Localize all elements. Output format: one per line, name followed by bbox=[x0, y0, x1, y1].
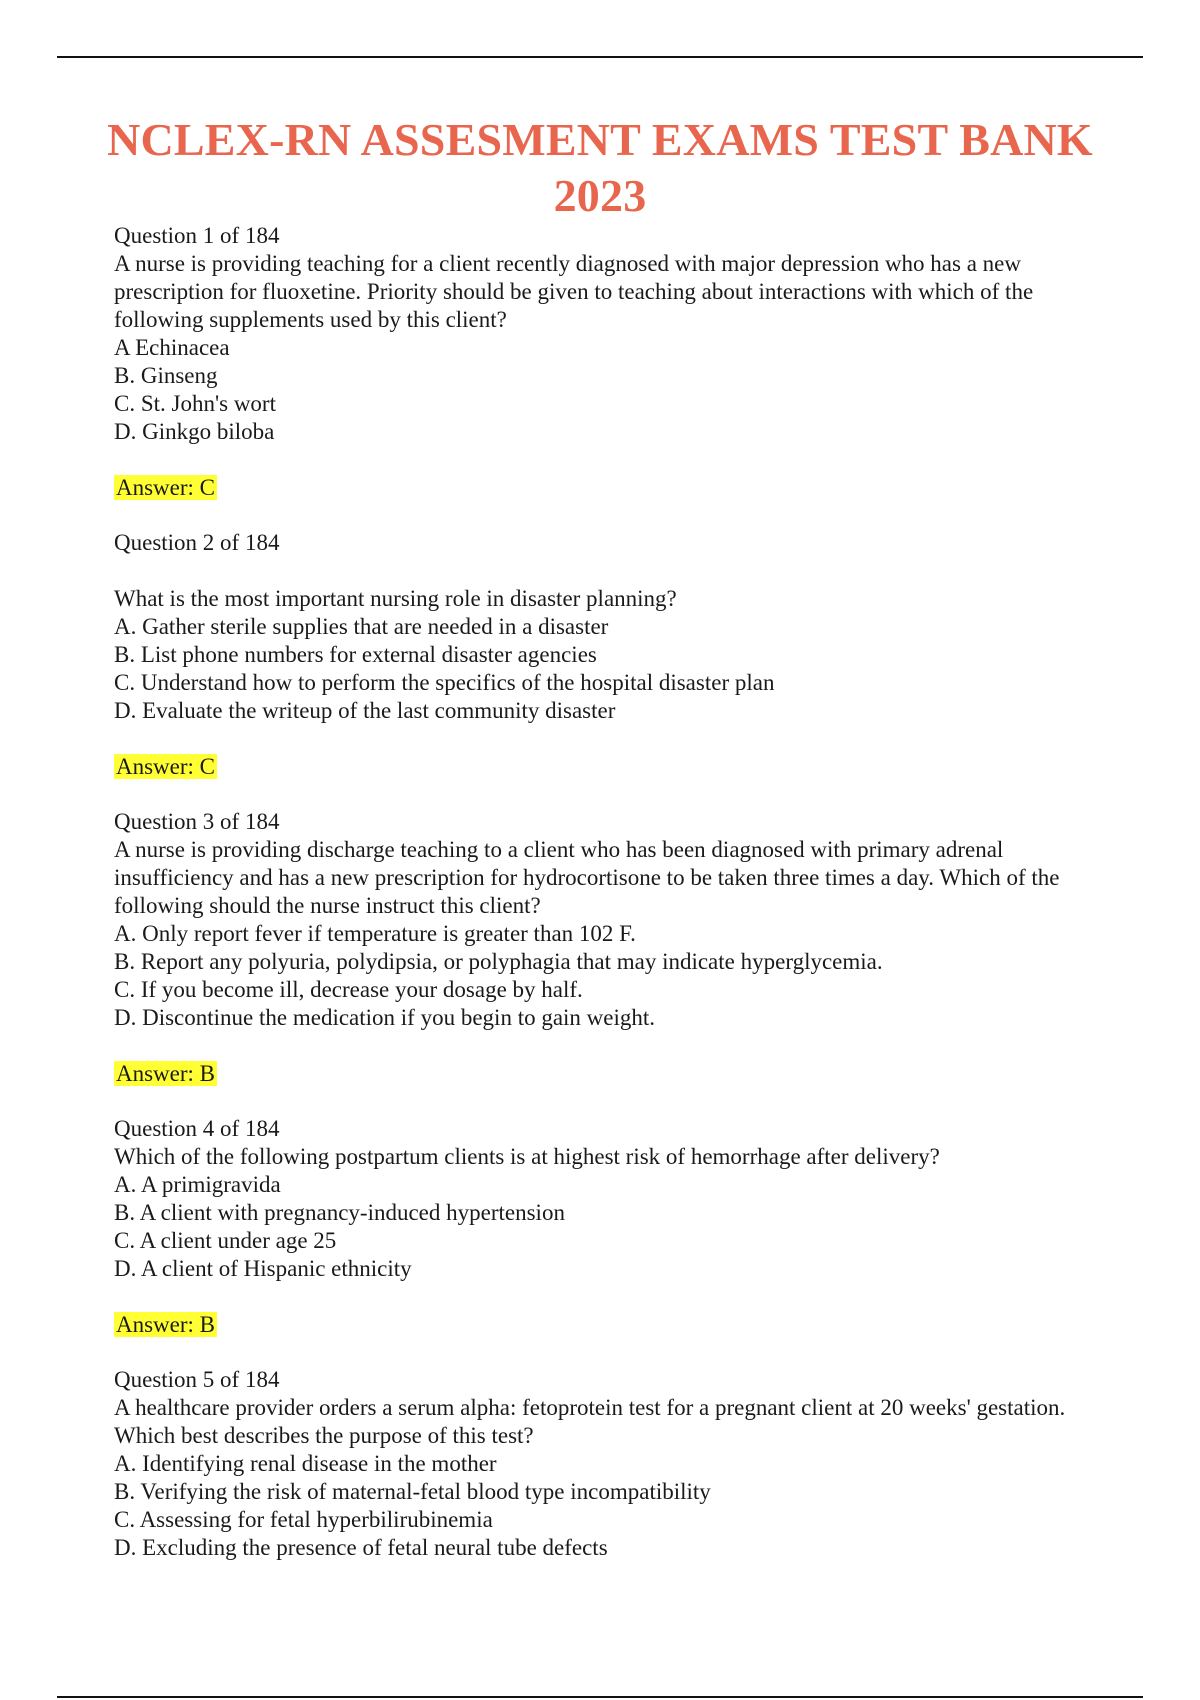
answer-highlight: Answer: B bbox=[116, 1061, 216, 1086]
option-a: A. Identifying renal disease in the mother bbox=[114, 1451, 497, 1476]
question-3 bbox=[114, 808, 1104, 1088]
question-1 bbox=[114, 222, 1104, 502]
answer-highlight: Answer: B bbox=[116, 1312, 216, 1337]
top-rule bbox=[57, 56, 1143, 58]
question-header: Question 2 of 184 bbox=[114, 530, 280, 555]
bottom-rule bbox=[57, 1696, 1143, 1698]
answer-highlight: Answer: C bbox=[116, 475, 216, 500]
option-d: D. Discontinue the medication if you begin to gain weight. bbox=[114, 1005, 656, 1030]
option-a: A Echinacea bbox=[114, 335, 230, 360]
question-5 bbox=[114, 1366, 1104, 1562]
option-b: B. Verifying the risk of maternal-fetal blood type incompatibility bbox=[114, 1479, 711, 1504]
option-b: B. Ginseng bbox=[114, 363, 218, 388]
option-c: C. Assessing for fetal hyperbilirubinemia bbox=[114, 1507, 493, 1532]
option-d: D. Excluding the presence of fetal neural tube defects bbox=[114, 1535, 608, 1560]
question-header: Question 4 of 184 bbox=[114, 1116, 280, 1141]
option-list bbox=[114, 1171, 1104, 1283]
option-b: B. Report any polyuria, polydipsia, or polyphagia that may indicate hyperglycemia. bbox=[114, 949, 883, 974]
question-header: Question 1 of 184 bbox=[114, 223, 280, 248]
answer-highlight: Answer: C bbox=[116, 754, 216, 779]
option-b: B. A client with pregnancy-induced hypertension bbox=[114, 1200, 565, 1225]
question-header: Question 5 of 184 bbox=[114, 1367, 280, 1392]
option-list bbox=[114, 920, 1104, 1032]
question-stem: Which of the following postpartum clients is at highest risk of hemorrhage after delivery? bbox=[114, 1144, 940, 1169]
option-d: D. Ginkgo biloba bbox=[114, 419, 275, 444]
question-2 bbox=[114, 529, 1104, 781]
question-header: Question 3 of 184 bbox=[114, 809, 280, 834]
question-list bbox=[114, 222, 1104, 1562]
option-b: B. List phone numbers for external disaster agencies bbox=[114, 642, 597, 667]
option-c: C. A client under age 25 bbox=[114, 1228, 337, 1253]
option-list bbox=[114, 334, 1104, 446]
document-title: NCLEX-RN ASSESMENT EXAMS TEST BANK 2023 bbox=[107, 114, 1093, 221]
question-stem: A healthcare provider orders a serum alpha: fetoprotein test for a pregnant client at 20 weeks' gestation. Which best describes the purpose of this test? bbox=[114, 1395, 1066, 1448]
question-stem: What is the most important nursing role in disaster planning? bbox=[114, 586, 677, 611]
option-a: A. A primigravida bbox=[114, 1172, 281, 1197]
option-c: C. Understand how to perform the specifics of the hospital disaster plan bbox=[114, 670, 775, 695]
option-c: C. St. John's wort bbox=[114, 391, 276, 416]
option-a: A. Only report fever if temperature is greater than 102 F. bbox=[114, 921, 636, 946]
option-d: D. A client of Hispanic ethnicity bbox=[114, 1256, 412, 1281]
option-d: D. Evaluate the writeup of the last community disaster bbox=[114, 698, 616, 723]
question-stem: A nurse is providing teaching for a client recently diagnosed with major depression who has a new prescription for fluoxetine. Priority should be given to teaching about interactions with which of the following supplements used by this client? bbox=[114, 251, 1034, 332]
option-list bbox=[114, 1450, 1104, 1562]
question-stem: A nurse is providing discharge teaching to a client who has been diagnosed with primary adrenal insufficiency and has a new prescription for hydrocortisone to be taken three times a day. Which of the following should the nurse instruct this client? bbox=[114, 837, 1060, 918]
option-a: A. Gather sterile supplies that are needed in a disaster bbox=[114, 614, 609, 639]
option-list bbox=[114, 613, 1104, 725]
question-4 bbox=[114, 1115, 1104, 1339]
option-c: C. If you become ill, decrease your dosage by half. bbox=[114, 977, 583, 1002]
